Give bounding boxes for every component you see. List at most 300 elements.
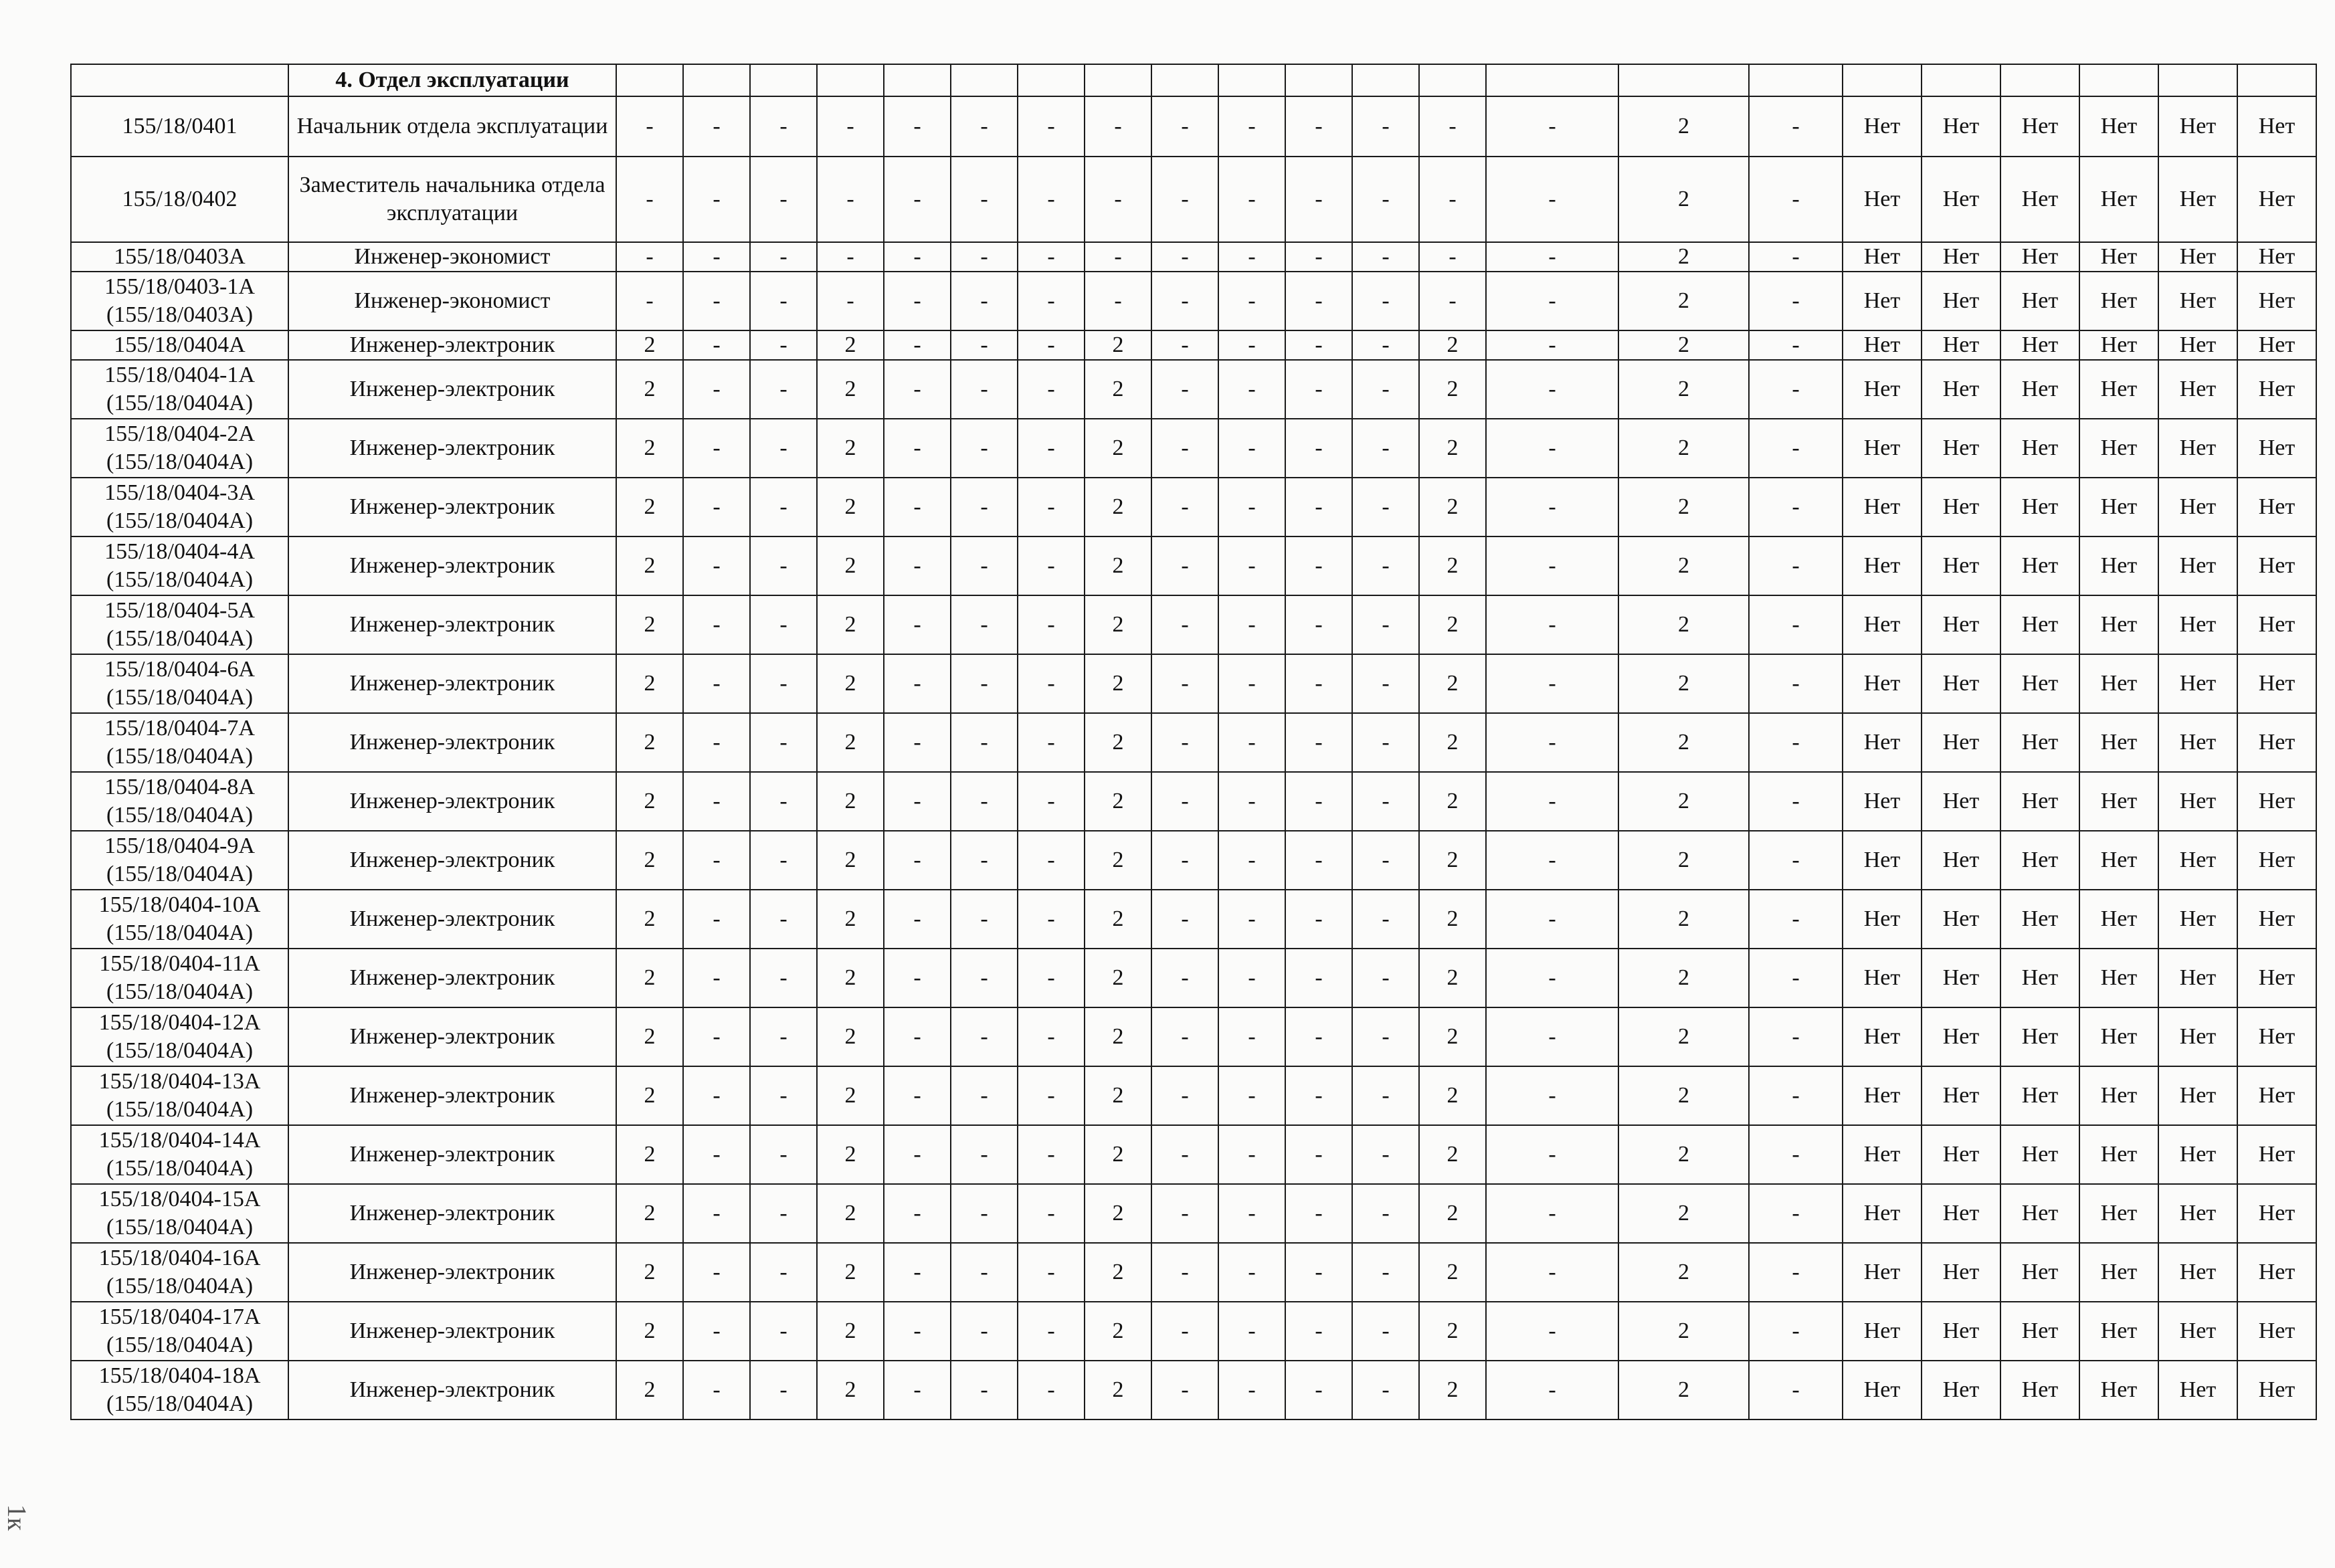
table-row [71, 1066, 2316, 1125]
value-cell: - [1486, 478, 1618, 536]
value-cell: Нет [2079, 272, 2158, 330]
table-row [71, 1184, 2316, 1243]
position-code: 155/18/0404-17А (155/18/0404А) [71, 1302, 288, 1361]
value-cell: Нет [1843, 1007, 1922, 1066]
value-cell: - [884, 831, 951, 890]
position-code: 155/18/0404-12А (155/18/0404А) [71, 1007, 288, 1066]
value-cell: 2 [817, 419, 884, 478]
value-cell: - [683, 713, 750, 772]
value-cell: Нет [2237, 949, 2316, 1007]
value-cell: Нет [1843, 595, 1922, 654]
value-cell: - [884, 157, 951, 242]
value-cell: - [683, 890, 750, 949]
value-cell: - [1352, 713, 1419, 772]
value-cell: Нет [2000, 1066, 2079, 1125]
value-cell: - [1486, 1007, 1618, 1066]
value-cell: - [1486, 1361, 1618, 1419]
position-code: 155/18/0403-1А (155/18/0403А) [71, 272, 288, 330]
value-cell: - [1218, 1125, 1285, 1184]
position-name: Инженер-электроник [288, 1007, 616, 1066]
value-cell: - [683, 831, 750, 890]
value-cell: 2 [1618, 419, 1749, 478]
value-cell: - [1018, 772, 1085, 831]
value-cell: - [1218, 890, 1285, 949]
table-row [71, 242, 2316, 272]
value-cell: 2 [616, 772, 683, 831]
value-cell: - [1749, 772, 1843, 831]
value-cell: Нет [2000, 419, 2079, 478]
value-cell: 2 [1419, 1125, 1486, 1184]
value-cell: 2 [1085, 713, 1151, 772]
value-cell: - [1285, 478, 1352, 536]
value-cell: - [750, 157, 817, 242]
value-cell: - [1486, 157, 1618, 242]
value-cell: - [1352, 1066, 1419, 1125]
value-cell: - [951, 654, 1018, 713]
value-cell: - [1285, 1184, 1352, 1243]
section-empty-cell [1749, 64, 1843, 96]
value-cell: - [683, 1243, 750, 1302]
value-cell: 2 [1085, 536, 1151, 595]
value-cell: 2 [1618, 96, 1749, 157]
position-name: Инженер-электроник [288, 1243, 616, 1302]
value-cell: 2 [817, 478, 884, 536]
value-cell: - [683, 595, 750, 654]
value-cell: - [1218, 1066, 1285, 1125]
value-cell: Нет [2000, 157, 2079, 242]
value-cell: 2 [616, 1302, 683, 1361]
value-cell: - [884, 272, 951, 330]
value-cell: Нет [1922, 330, 2000, 360]
value-cell: - [1218, 949, 1285, 1007]
value-cell: - [1285, 654, 1352, 713]
value-cell: Нет [2237, 1184, 2316, 1243]
value-cell: - [884, 772, 951, 831]
position-code: 155/18/0402 [71, 157, 288, 242]
value-cell: - [1352, 330, 1419, 360]
table-row [71, 890, 2316, 949]
position-code: 155/18/0404-8А (155/18/0404А) [71, 772, 288, 831]
value-cell: Нет [1922, 1361, 2000, 1419]
value-cell: 2 [817, 654, 884, 713]
value-cell: 2 [1618, 713, 1749, 772]
value-cell: - [951, 713, 1018, 772]
value-cell: 2 [1085, 1361, 1151, 1419]
position-name: Инженер-электроник [288, 1125, 616, 1184]
value-cell: - [750, 536, 817, 595]
position-name: Инженер-электроник [288, 419, 616, 478]
value-cell: - [750, 1007, 817, 1066]
value-cell: - [1749, 360, 1843, 419]
value-cell: - [1285, 419, 1352, 478]
value-cell: - [1486, 360, 1618, 419]
section-empty-cell [884, 64, 951, 96]
value-cell: Нет [2000, 360, 2079, 419]
value-cell: 2 [1085, 1007, 1151, 1066]
value-cell: Нет [1922, 360, 2000, 419]
value-cell: - [683, 242, 750, 272]
value-cell: Нет [2158, 1066, 2237, 1125]
value-cell: - [1018, 536, 1085, 595]
value-cell: - [683, 1125, 750, 1184]
value-cell: - [1085, 96, 1151, 157]
position-name: Инженер-экономист [288, 272, 616, 330]
value-cell: - [1285, 536, 1352, 595]
value-cell: - [1151, 713, 1218, 772]
value-cell: - [1218, 242, 1285, 272]
value-cell: - [683, 96, 750, 157]
value-cell: Нет [1843, 478, 1922, 536]
value-cell: - [1749, 536, 1843, 595]
value-cell: - [1285, 1361, 1352, 1419]
value-cell: - [750, 1066, 817, 1125]
table-row [71, 1243, 2316, 1302]
value-cell: 2 [1085, 1243, 1151, 1302]
value-cell: - [1486, 1184, 1618, 1243]
value-cell: Нет [2079, 1125, 2158, 1184]
section-empty-cell [1922, 64, 2000, 96]
value-cell: 2 [1419, 713, 1486, 772]
value-cell: - [884, 1184, 951, 1243]
value-cell: - [1352, 242, 1419, 272]
value-cell: - [884, 330, 951, 360]
value-cell: Нет [2079, 1243, 2158, 1302]
value-cell: Нет [1922, 1007, 2000, 1066]
value-cell: Нет [2237, 772, 2316, 831]
value-cell: - [750, 272, 817, 330]
table-row [71, 419, 2316, 478]
value-cell: Нет [2000, 478, 2079, 536]
value-cell: - [1285, 272, 1352, 330]
value-cell: 2 [1618, 478, 1749, 536]
value-cell: - [1151, 272, 1218, 330]
value-cell: Нет [2000, 831, 2079, 890]
position-code: 155/18/0404А [71, 330, 288, 360]
value-cell: - [683, 1302, 750, 1361]
value-cell: - [1486, 330, 1618, 360]
value-cell: - [1018, 272, 1085, 330]
position-name: Инженер-электроник [288, 713, 616, 772]
value-cell: - [1218, 595, 1285, 654]
value-cell: Нет [2158, 1007, 2237, 1066]
section-empty-cell [1218, 64, 1285, 96]
position-name: Инженер-электроник [288, 831, 616, 890]
value-cell: - [1419, 272, 1486, 330]
value-cell: Нет [1843, 242, 1922, 272]
value-cell: - [1352, 1125, 1419, 1184]
position-code: 155/18/0404-5А (155/18/0404А) [71, 595, 288, 654]
value-cell: Нет [1922, 536, 2000, 595]
page-mark: 1к [2, 1504, 33, 1531]
value-cell: 2 [1419, 1302, 1486, 1361]
value-cell: - [951, 1066, 1018, 1125]
section-empty-cell [1843, 64, 1922, 96]
value-cell: Нет [1922, 890, 2000, 949]
value-cell: - [1218, 360, 1285, 419]
value-cell: Нет [1843, 1066, 1922, 1125]
value-cell: - [884, 1125, 951, 1184]
value-cell: - [1218, 1007, 1285, 1066]
value-cell: Нет [2237, 1243, 2316, 1302]
value-cell: Нет [2158, 890, 2237, 949]
value-cell: 2 [616, 536, 683, 595]
value-cell: - [1486, 890, 1618, 949]
value-cell: - [1018, 654, 1085, 713]
value-cell: Нет [2000, 654, 2079, 713]
value-cell: Нет [2158, 419, 2237, 478]
value-cell: - [1285, 1243, 1352, 1302]
value-cell: 2 [1618, 242, 1749, 272]
value-cell: - [1486, 949, 1618, 1007]
table-row [71, 330, 2316, 360]
value-cell: - [1151, 360, 1218, 419]
value-cell: - [884, 890, 951, 949]
value-cell: - [1151, 1361, 1218, 1419]
position-code: 155/18/0404-16А (155/18/0404А) [71, 1243, 288, 1302]
value-cell: - [750, 772, 817, 831]
value-cell: - [1419, 242, 1486, 272]
position-code: 155/18/0404-10А (155/18/0404А) [71, 890, 288, 949]
table-row [71, 1007, 2316, 1066]
value-cell: Нет [2000, 1007, 2079, 1066]
value-cell: - [951, 831, 1018, 890]
value-cell: 2 [1085, 595, 1151, 654]
value-cell: 2 [1419, 536, 1486, 595]
value-cell: - [1151, 890, 1218, 949]
value-cell: Нет [1843, 96, 1922, 157]
value-cell: - [951, 242, 1018, 272]
value-cell: Нет [1843, 713, 1922, 772]
value-cell: - [1749, 949, 1843, 1007]
position-code: 155/18/0401 [71, 96, 288, 157]
value-cell: - [1085, 272, 1151, 330]
position-name: Инженер-экономист [288, 242, 616, 272]
value-cell: 2 [1085, 890, 1151, 949]
value-cell: - [1018, 1066, 1085, 1125]
section-title: 4. Отдел эксплуатации [288, 64, 616, 96]
value-cell: Нет [2158, 1361, 2237, 1419]
value-cell: Нет [2158, 272, 2237, 330]
section-empty-cell [616, 64, 683, 96]
value-cell: 2 [1419, 1066, 1486, 1125]
value-cell: 2 [817, 330, 884, 360]
value-cell: - [1486, 713, 1618, 772]
value-cell: Нет [2079, 831, 2158, 890]
value-cell: - [750, 713, 817, 772]
value-cell: - [884, 242, 951, 272]
value-cell: - [884, 1243, 951, 1302]
value-cell: Нет [2158, 1125, 2237, 1184]
table-row [71, 478, 2316, 536]
value-cell: - [1352, 1243, 1419, 1302]
table-row [71, 360, 2316, 419]
value-cell: - [951, 96, 1018, 157]
value-cell: Нет [2079, 1184, 2158, 1243]
value-cell: Нет [2079, 330, 2158, 360]
value-cell: 2 [1618, 157, 1749, 242]
table-row [71, 772, 2316, 831]
value-cell: - [1018, 242, 1085, 272]
position-code: 155/18/0404-3А (155/18/0404А) [71, 478, 288, 536]
value-cell: - [1749, 478, 1843, 536]
value-cell: 2 [1618, 1184, 1749, 1243]
value-cell: 2 [817, 1125, 884, 1184]
value-cell: Нет [2158, 772, 2237, 831]
value-cell: 2 [817, 772, 884, 831]
value-cell: Нет [2237, 96, 2316, 157]
value-cell: 2 [1618, 536, 1749, 595]
value-cell: 2 [1419, 1243, 1486, 1302]
value-cell: - [683, 1361, 750, 1419]
workplace-assessment-table [70, 64, 2317, 1420]
value-cell: 2 [1419, 419, 1486, 478]
value-cell: - [1151, 478, 1218, 536]
value-cell: - [951, 1007, 1018, 1066]
value-cell: 2 [817, 1066, 884, 1125]
value-cell: - [817, 272, 884, 330]
value-cell: 2 [1618, 949, 1749, 1007]
table-row [71, 595, 2316, 654]
value-cell: - [750, 831, 817, 890]
value-cell: - [750, 419, 817, 478]
position-code: 155/18/0404-4А (155/18/0404А) [71, 536, 288, 595]
value-cell: 2 [817, 536, 884, 595]
value-cell: 2 [1618, 1361, 1749, 1419]
value-cell: - [750, 890, 817, 949]
value-cell: - [951, 772, 1018, 831]
position-code: 155/18/0404-13А (155/18/0404А) [71, 1066, 288, 1125]
table-row [71, 949, 2316, 1007]
value-cell: - [1486, 831, 1618, 890]
value-cell: - [1749, 890, 1843, 949]
value-cell: - [1352, 272, 1419, 330]
value-cell: - [1218, 478, 1285, 536]
value-cell: - [683, 536, 750, 595]
value-cell: 2 [1618, 1302, 1749, 1361]
value-cell: - [683, 772, 750, 831]
value-cell: 2 [1419, 1007, 1486, 1066]
value-cell: - [1352, 1007, 1419, 1066]
value-cell: Нет [1922, 157, 2000, 242]
value-cell: - [1352, 96, 1419, 157]
value-cell: Нет [1843, 330, 1922, 360]
value-cell: - [951, 360, 1018, 419]
value-cell: 2 [1419, 478, 1486, 536]
value-cell: - [951, 890, 1018, 949]
value-cell: 2 [1618, 831, 1749, 890]
value-cell: - [884, 949, 951, 1007]
value-cell: Нет [2237, 478, 2316, 536]
value-cell: - [1285, 242, 1352, 272]
value-cell: - [1018, 478, 1085, 536]
table-row [71, 272, 2316, 330]
value-cell: Нет [2237, 536, 2316, 595]
value-cell: Нет [2237, 330, 2316, 360]
value-cell: - [1352, 1184, 1419, 1243]
value-cell: Нет [2237, 1361, 2316, 1419]
value-cell: 2 [1419, 949, 1486, 1007]
value-cell: Нет [2237, 419, 2316, 478]
value-cell: - [750, 242, 817, 272]
value-cell: - [1151, 330, 1218, 360]
value-cell: Нет [1843, 949, 1922, 1007]
section-empty-cell [951, 64, 1018, 96]
value-cell: Нет [2158, 949, 2237, 1007]
value-cell: 2 [1419, 890, 1486, 949]
value-cell: - [951, 272, 1018, 330]
value-cell: Нет [2000, 890, 2079, 949]
value-cell: - [817, 157, 884, 242]
value-cell: - [1749, 1007, 1843, 1066]
value-cell: - [750, 1302, 817, 1361]
value-cell: - [750, 360, 817, 419]
value-cell: - [1749, 419, 1843, 478]
value-cell: - [1151, 242, 1218, 272]
value-cell: - [1285, 772, 1352, 831]
value-cell: - [1285, 1125, 1352, 1184]
value-cell: - [1749, 1125, 1843, 1184]
value-cell: - [1151, 157, 1218, 242]
value-cell: - [1018, 419, 1085, 478]
value-cell: - [951, 330, 1018, 360]
value-cell: - [1486, 1243, 1618, 1302]
value-cell: - [1218, 330, 1285, 360]
value-cell: - [1285, 890, 1352, 949]
value-cell: Нет [2000, 1361, 2079, 1419]
value-cell: Нет [1922, 1066, 2000, 1125]
value-cell: 2 [1419, 654, 1486, 713]
value-cell: - [884, 360, 951, 419]
position-name: Инженер-электроник [288, 330, 616, 360]
value-cell: 2 [616, 1125, 683, 1184]
value-cell: - [1352, 419, 1419, 478]
value-cell: - [1018, 330, 1085, 360]
value-cell: - [1218, 157, 1285, 242]
value-cell: - [1749, 96, 1843, 157]
section-empty-cell [1285, 64, 1352, 96]
section-empty-cell [817, 64, 884, 96]
value-cell: 2 [1419, 831, 1486, 890]
value-cell: Нет [1843, 1361, 1922, 1419]
value-cell: Нет [1843, 1125, 1922, 1184]
value-cell: - [1486, 595, 1618, 654]
position-name: Инженер-электроник [288, 949, 616, 1007]
value-cell: Нет [2237, 1125, 2316, 1184]
value-cell: - [884, 713, 951, 772]
value-cell: Нет [2079, 713, 2158, 772]
value-cell: Нет [2158, 96, 2237, 157]
value-cell: - [817, 96, 884, 157]
value-cell: - [1018, 360, 1085, 419]
value-cell: 2 [1085, 1125, 1151, 1184]
value-cell: - [1486, 536, 1618, 595]
value-cell: Нет [2158, 1243, 2237, 1302]
value-cell: - [1285, 330, 1352, 360]
position-code: 155/18/0404-9А (155/18/0404А) [71, 831, 288, 890]
value-cell: 2 [616, 949, 683, 1007]
value-cell: Нет [1843, 654, 1922, 713]
value-cell: 2 [1419, 772, 1486, 831]
value-cell: 2 [1085, 330, 1151, 360]
section-code-cell [71, 64, 288, 96]
section-empty-cell [1352, 64, 1419, 96]
value-cell: - [951, 157, 1018, 242]
value-cell: Нет [1843, 890, 1922, 949]
value-cell: - [1218, 96, 1285, 157]
value-cell: - [1151, 419, 1218, 478]
value-cell: 2 [1419, 360, 1486, 419]
value-cell: Нет [1843, 536, 1922, 595]
